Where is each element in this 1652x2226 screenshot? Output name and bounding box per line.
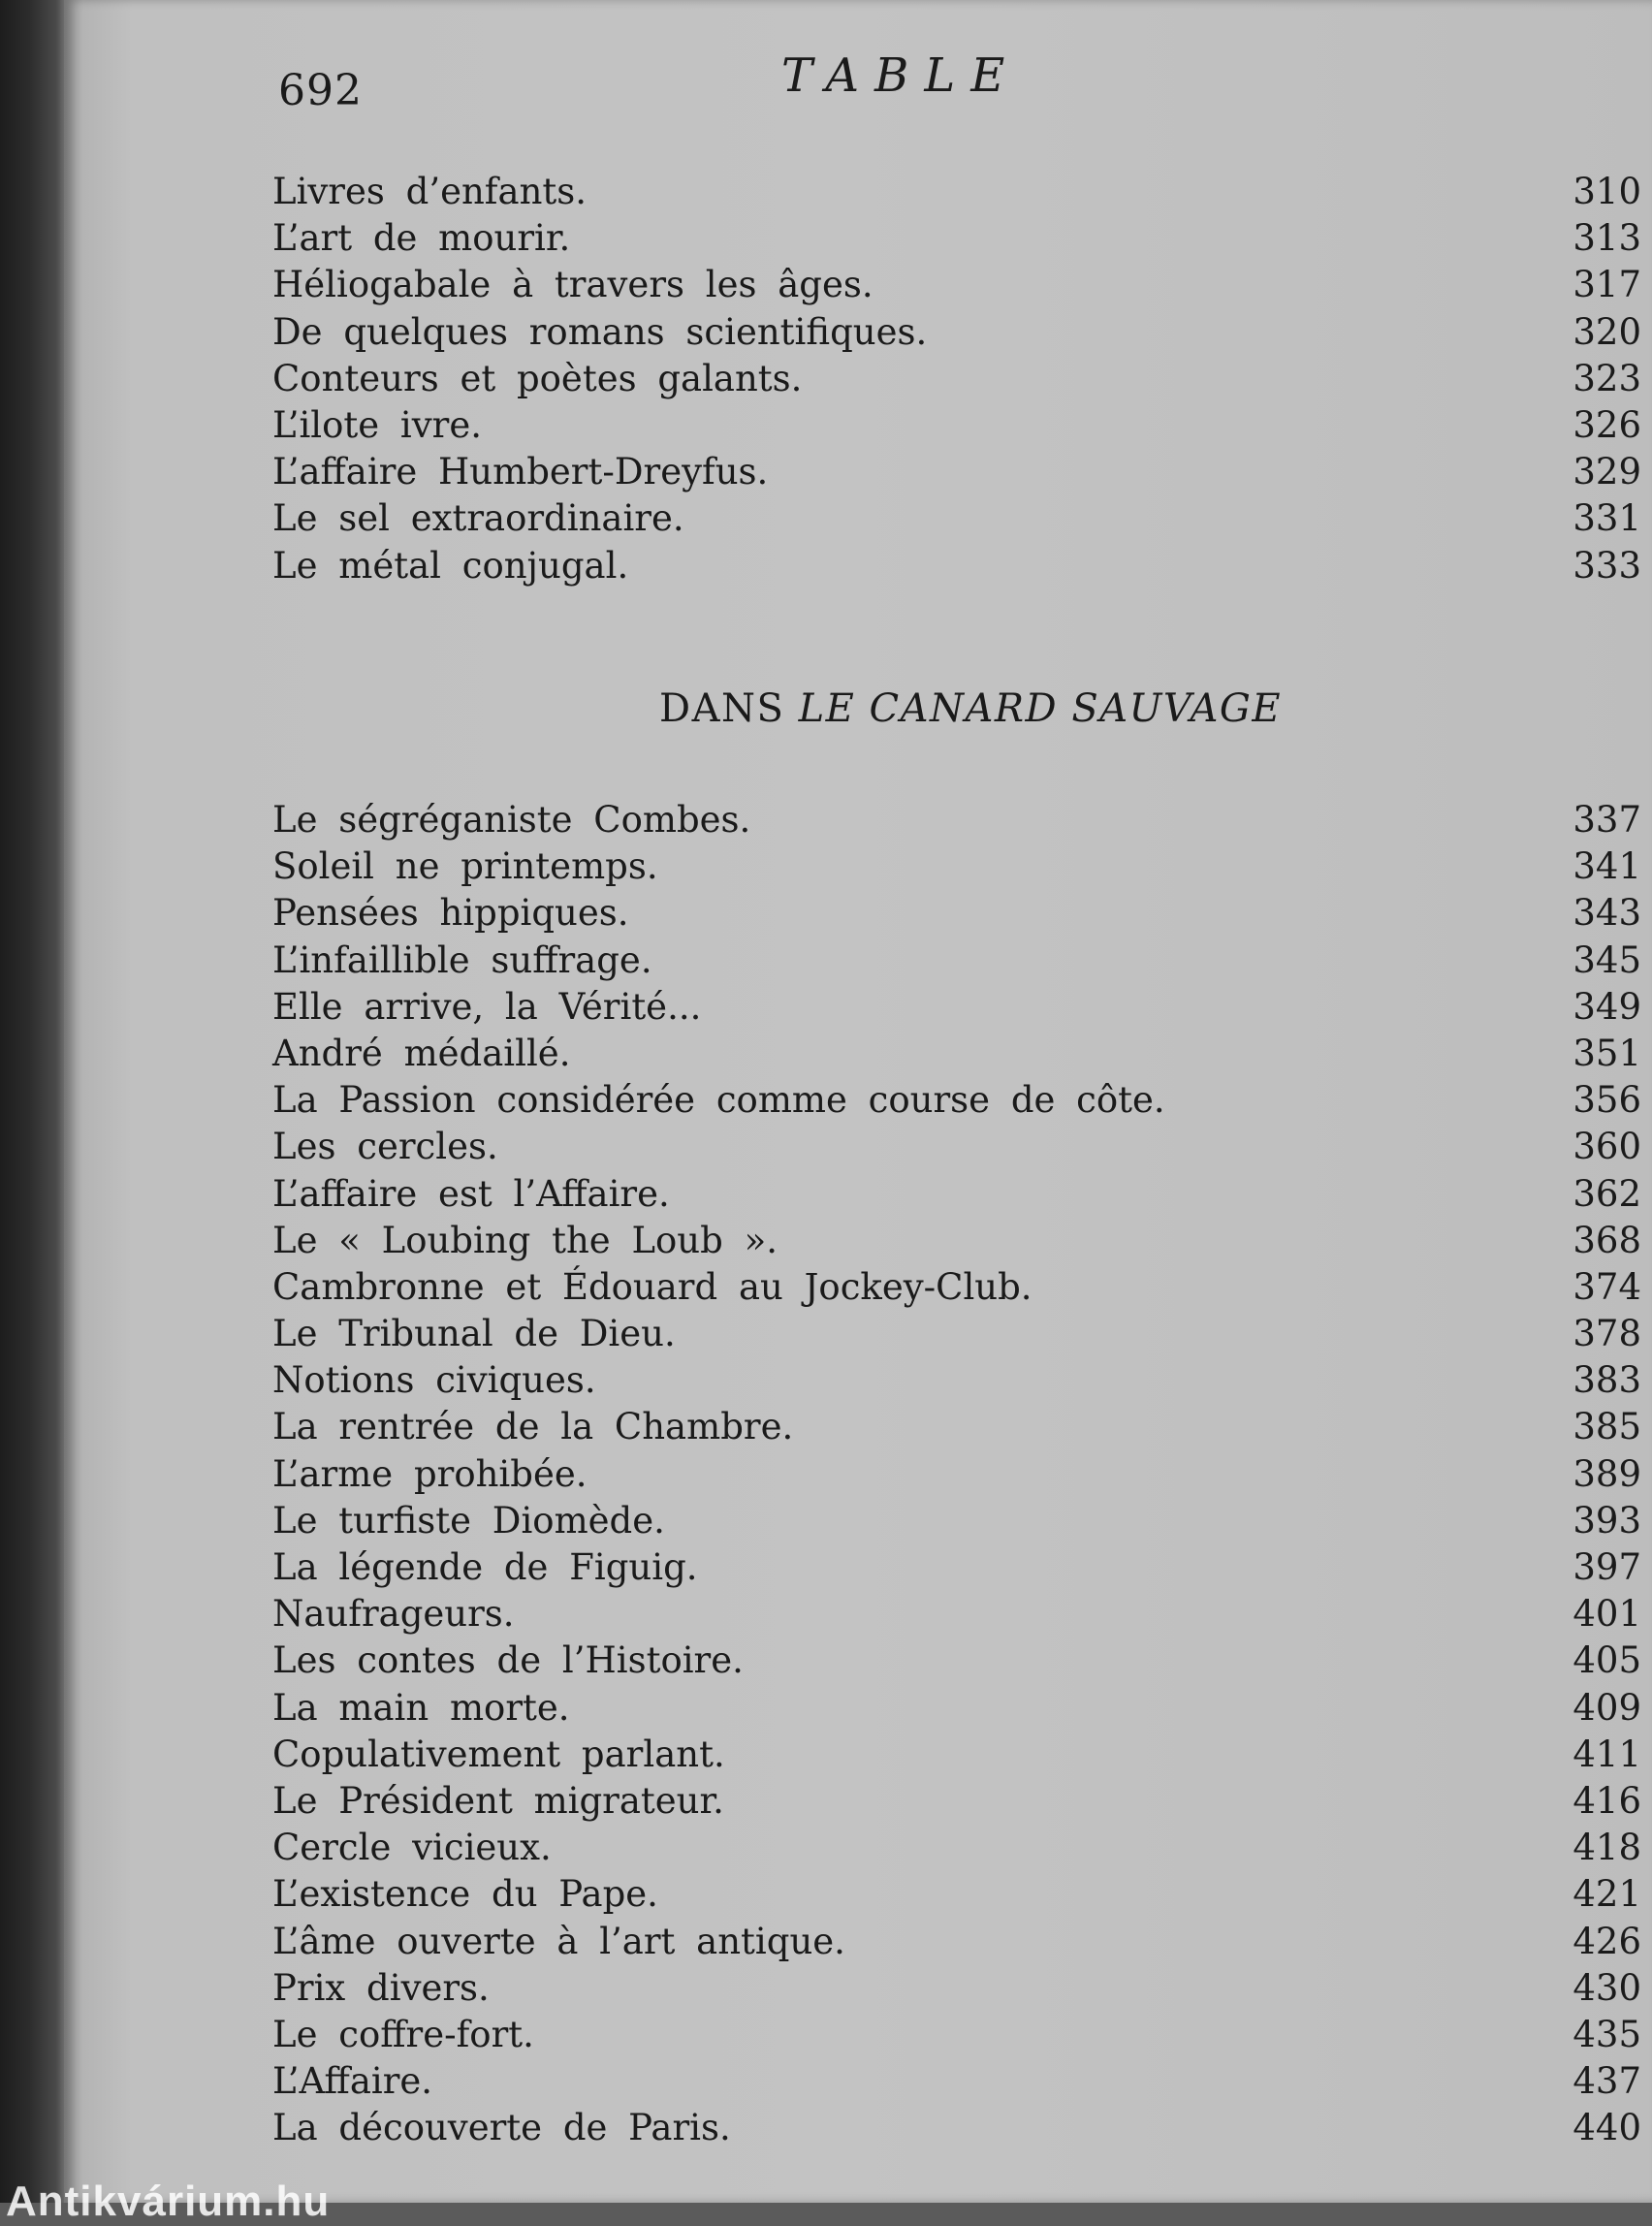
toc-entry-page: 317 bbox=[1573, 264, 1641, 306]
toc-entry-title: Prix divers. bbox=[272, 1966, 490, 2009]
toc-entry bbox=[272, 2058, 1641, 2105]
toc-entry-page: 389 bbox=[1573, 1452, 1641, 1495]
toc-entry-page: 310 bbox=[1573, 171, 1641, 212]
toc-entry bbox=[272, 890, 1641, 937]
toc-entry-page: 326 bbox=[1573, 403, 1641, 446]
toc-entry-title: Héliogabale à travers les âges. bbox=[272, 264, 874, 306]
toc-entry-page: 418 bbox=[1573, 1827, 1641, 1869]
toc-entry-title: L’infaillible suffrage. bbox=[272, 938, 652, 981]
toc-entry-page: 440 bbox=[1573, 2107, 1641, 2149]
toc-entry-title: Le sel extraordinaire. bbox=[272, 497, 684, 540]
toc-entry-title: Les contes de l’Histoire. bbox=[272, 1639, 744, 1682]
toc-entry-title: Le « Loubing the Loub ». bbox=[272, 1219, 778, 1261]
toc-entry-page: 333 bbox=[1573, 544, 1641, 587]
toc-entry-title: Soleil ne printemps. bbox=[272, 845, 658, 888]
toc-entry-page: 374 bbox=[1573, 1265, 1641, 1308]
toc-entry-title: L’affaire Humbert-Dreyfus. bbox=[272, 451, 769, 493]
toc-entry-page: 341 bbox=[1573, 845, 1641, 888]
toc-entry-page: 393 bbox=[1573, 1499, 1641, 1542]
toc-entry-title: Copulativement parlant. bbox=[272, 1733, 725, 1775]
toc-entry bbox=[272, 1498, 1641, 1544]
toc-entry-title: Cercle vicieux. bbox=[272, 1827, 552, 1869]
toc-entry bbox=[272, 1685, 1641, 1732]
toc-entry bbox=[272, 309, 1641, 356]
toc-entry bbox=[272, 938, 1641, 984]
toc-entry-page: 401 bbox=[1573, 1593, 1641, 1636]
toc-entry-page: 349 bbox=[1573, 985, 1641, 1028]
toc-entry-page: 331 bbox=[1573, 497, 1641, 540]
toc-entry-title: Livres d’enfants. bbox=[272, 171, 588, 212]
toc-entry-title: Le turfiste Diomède. bbox=[272, 1499, 665, 1542]
toc-entry bbox=[272, 1638, 1641, 1684]
toc-entry bbox=[272, 1732, 1641, 1778]
toc-entry bbox=[272, 1171, 1641, 1218]
toc-entry-page: 345 bbox=[1573, 938, 1641, 981]
toc-entry bbox=[272, 1451, 1641, 1498]
toc-entry-title: De quelques romans scientifiques. bbox=[272, 310, 928, 353]
toc-entry-page: 313 bbox=[1573, 217, 1641, 260]
toc-entry-page: 362 bbox=[1573, 1172, 1641, 1215]
toc-entry-page: 337 bbox=[1573, 799, 1641, 841]
toc-entry-page: 411 bbox=[1573, 1733, 1641, 1775]
toc-entry-title: L’art de mourir. bbox=[272, 217, 571, 260]
toc-entry-page: 421 bbox=[1573, 1873, 1641, 1916]
toc-entry bbox=[272, 1591, 1641, 1638]
toc-entry bbox=[272, 1264, 1641, 1311]
toc-entry bbox=[272, 843, 1641, 890]
toc-entry-title: La découverte de Paris. bbox=[272, 2107, 731, 2149]
toc-entry-title: La Passion considérée comme course de côte. bbox=[272, 1079, 1165, 1122]
toc-entry-page: 368 bbox=[1573, 1219, 1641, 1261]
toc-entry-page: 356 bbox=[1573, 1079, 1641, 1122]
toc-entry-page: 378 bbox=[1573, 1313, 1641, 1355]
book-gutter bbox=[0, 0, 72, 2203]
toc-entry bbox=[272, 2012, 1641, 2058]
toc-entry-page: 329 bbox=[1573, 451, 1641, 493]
toc-entry bbox=[272, 169, 1641, 215]
toc-entry-title: L’Affaire. bbox=[272, 2060, 433, 2103]
toc-entry bbox=[272, 543, 1641, 589]
toc-entry-title: L’âme ouverte à l’art antique. bbox=[272, 1920, 845, 1962]
toc-entry bbox=[272, 1965, 1641, 2012]
toc-entry-title: Le métal conjugal. bbox=[272, 544, 629, 587]
toc-entry-title: Conteurs et poètes galants. bbox=[272, 357, 803, 399]
toc-entry bbox=[272, 1778, 1641, 1825]
toc-entry-page: 435 bbox=[1573, 2013, 1641, 2055]
section-heading-prefix: DANS bbox=[659, 686, 785, 731]
toc-entry-title: André médaillé. bbox=[272, 1032, 571, 1074]
toc-entry bbox=[272, 1311, 1641, 1357]
toc-entry-page: 385 bbox=[1573, 1406, 1641, 1448]
toc-entry bbox=[272, 1871, 1641, 1918]
toc-entry-page: 416 bbox=[1573, 1779, 1641, 1822]
toc-entry bbox=[272, 356, 1641, 402]
toc-entry bbox=[272, 495, 1641, 542]
toc-entry-page: 409 bbox=[1573, 1686, 1641, 1729]
toc-entry-title: Naufrageurs. bbox=[272, 1593, 515, 1636]
toc-entry bbox=[272, 1357, 1641, 1404]
toc-entry-page: 351 bbox=[1573, 1032, 1641, 1074]
toc-entry bbox=[272, 1077, 1641, 1124]
toc-entry bbox=[272, 1919, 1641, 1965]
toc-entry-title: Elle arrive, la Vérité... bbox=[272, 985, 702, 1028]
toc-entry-page: 360 bbox=[1573, 1126, 1641, 1168]
watermark: Antikvárium.hu bbox=[6, 2178, 331, 2225]
toc-entry-title: L’arme prohibée. bbox=[272, 1452, 588, 1495]
section-heading bbox=[659, 686, 1282, 731]
toc-entry-title: Le coffre-fort. bbox=[272, 2013, 534, 2055]
toc-entry bbox=[272, 1404, 1641, 1450]
toc-entry bbox=[272, 1124, 1641, 1170]
toc-entry bbox=[272, 2105, 1641, 2151]
toc-entry bbox=[272, 402, 1641, 449]
toc-entry bbox=[272, 1031, 1641, 1077]
toc-entry-title: Le ségréganiste Combes. bbox=[272, 799, 751, 841]
toc-entry-page: 323 bbox=[1573, 357, 1641, 399]
toc-entry-title: L’ilote ivre. bbox=[272, 403, 483, 446]
toc-entry-title: La main morte. bbox=[272, 1686, 570, 1729]
page-number: 692 bbox=[278, 66, 363, 115]
toc-entry-page: 343 bbox=[1573, 892, 1641, 935]
toc-entry-title: Cambronne et Édouard au Jockey-Club. bbox=[272, 1265, 1032, 1308]
toc-entry bbox=[272, 1825, 1641, 1871]
toc-entry-title: Les cercles. bbox=[272, 1126, 498, 1168]
toc-entry bbox=[272, 262, 1641, 308]
toc-entry bbox=[272, 215, 1641, 262]
book-page bbox=[6, 0, 1652, 2225]
toc-entry-title: Notions civiques. bbox=[272, 1359, 596, 1402]
toc-entry-page: 383 bbox=[1573, 1359, 1641, 1402]
toc-entry-title: Pensées hippiques. bbox=[272, 892, 629, 935]
toc-entry-page: 405 bbox=[1573, 1639, 1641, 1682]
toc-entry-page: 320 bbox=[1573, 310, 1641, 353]
toc-entry-page: 430 bbox=[1573, 1966, 1641, 2009]
toc-entry-title: L’existence du Pape. bbox=[272, 1873, 658, 1916]
toc-entry bbox=[272, 797, 1641, 843]
toc-entry-page: 426 bbox=[1573, 1920, 1641, 1962]
toc-entry-title: Le Président migrateur. bbox=[272, 1779, 724, 1822]
toc-entry-title: L’affaire est l’Affaire. bbox=[272, 1172, 670, 1215]
toc-entry-title: Le Tribunal de Dieu. bbox=[272, 1313, 676, 1355]
toc-entry bbox=[272, 1218, 1641, 1264]
toc-entry bbox=[272, 984, 1641, 1031]
toc-list-part1 bbox=[272, 169, 1641, 589]
toc-entry-page: 397 bbox=[1573, 1546, 1641, 1588]
toc-entry-page: 437 bbox=[1573, 2060, 1641, 2103]
section-heading-title: LE CANARD SAUVAGE bbox=[798, 686, 1283, 731]
toc-list-part2 bbox=[272, 797, 1641, 2151]
toc-entry-title: La légende de Figuig. bbox=[272, 1546, 698, 1588]
running-title: TABLE bbox=[781, 48, 1021, 103]
toc-entry bbox=[272, 1544, 1641, 1591]
toc-entry-title: La rentrée de la Chambre. bbox=[272, 1406, 794, 1448]
toc-entry bbox=[272, 449, 1641, 495]
